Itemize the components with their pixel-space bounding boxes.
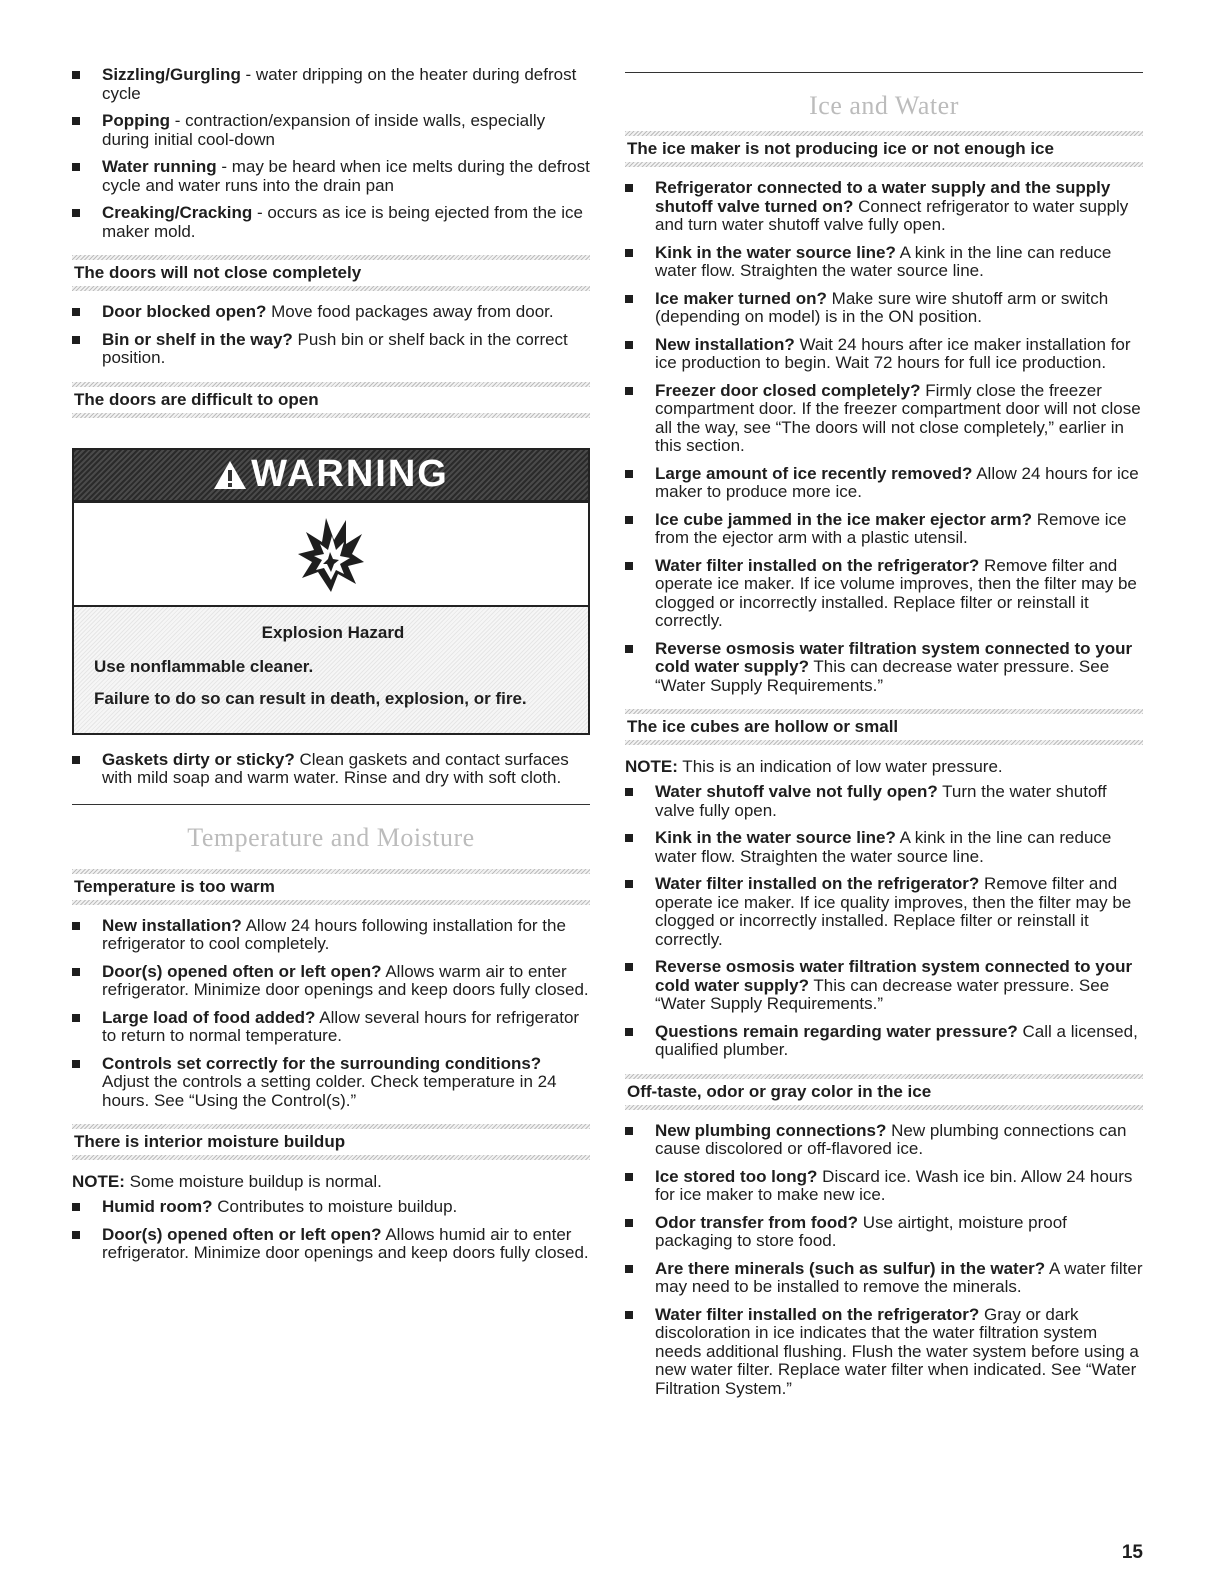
- list-item-lead: Large amount of ice recently removed?: [655, 463, 973, 483]
- section-title-temperature: Temperature and Moisture: [187, 822, 475, 852]
- list-item-text: Push bin or shelf back in the correct position.: [102, 329, 568, 367]
- bullet-icon: [72, 209, 80, 217]
- bullet-icon: [625, 1265, 633, 1273]
- noise-list: [72, 66, 590, 241]
- bullet-icon: [72, 922, 80, 930]
- list-item: [625, 958, 1143, 1014]
- list-item: [72, 331, 590, 368]
- bullet-icon: [625, 184, 633, 192]
- list-item-lead: Door(s) opened often or left open?: [102, 1224, 382, 1244]
- list-item-text: Allow 24 hours following installation for the refrigerator to cool completely.: [102, 915, 566, 953]
- bullet-icon: [72, 1203, 80, 1211]
- moisture-note: NOTE: Some moisture buildup is normal.: [72, 1172, 382, 1191]
- list-item: [625, 382, 1143, 456]
- list-item: [625, 640, 1143, 696]
- list-item: [625, 875, 1143, 949]
- bullet-icon: [72, 1231, 80, 1239]
- list-item: [72, 303, 590, 322]
- list-item: [625, 465, 1143, 502]
- list-item-text: - occurs as ice is being ejected from the ice maker mold.: [102, 203, 583, 241]
- list-item-lead: Door(s) opened often or left open?: [102, 961, 382, 981]
- subheading-doors-close: The doors will not close completely: [72, 255, 590, 291]
- list-item: [625, 1122, 1143, 1159]
- list-item: [625, 179, 1143, 235]
- right-column: [625, 72, 1143, 1407]
- subheading-doors-difficult: The doors are difficult to open: [72, 382, 590, 418]
- doors-difficult-list: [72, 751, 590, 788]
- list-item: [625, 1214, 1143, 1251]
- list-item-text: Gray or dark discoloration in ice indicates that the water filtration system needs additional flushing. Flush the water system before using a new water filter. Replace water filter when indicated. See “Water Filtration System.”: [655, 1304, 1139, 1398]
- list-item: [625, 1260, 1143, 1297]
- list-item-lead: Large load of food added?: [102, 1007, 316, 1027]
- list-item-lead: Ice maker turned on?: [655, 288, 827, 308]
- list-item: [72, 1009, 590, 1046]
- hollow-list: [625, 783, 1143, 1060]
- list-item-text: Connect refrigerator to water supply and turn water shutoff valve fully open.: [655, 196, 1129, 234]
- bullet-icon: [625, 562, 633, 570]
- list-item-lead: Ice cube jammed in the ice maker ejector arm?: [655, 509, 1032, 529]
- list-item: [72, 204, 590, 241]
- list-item-text: New plumbing connections can cause discolored or off-flavored ice.: [655, 1120, 1127, 1158]
- bullet-icon: [625, 880, 633, 888]
- list-item-text: A water filter may need to be installed to remove the minerals.: [655, 1258, 1143, 1296]
- list-item: [72, 66, 590, 103]
- list-item: [72, 963, 590, 1000]
- list-item-text: Call a licensed, qualified plumber.: [655, 1021, 1138, 1059]
- bullet-icon: [625, 1127, 633, 1135]
- list-item-lead: Odor transfer from food?: [655, 1212, 859, 1232]
- bullet-icon: [625, 645, 633, 653]
- page-number: 15: [1121, 1542, 1143, 1563]
- bullet-icon: [72, 117, 80, 125]
- hollow-note: NOTE: This is an indication of low water pressure.: [625, 757, 1003, 776]
- bullet-icon: [625, 1219, 633, 1227]
- list-item-text: Contributes to moisture buildup.: [212, 1197, 458, 1216]
- list-item-text: Allows warm air to enter refrigerator. Minimize door openings and keep doors fully closed.: [102, 961, 589, 999]
- bullet-icon: [625, 788, 633, 796]
- list-item: [625, 783, 1143, 820]
- list-item: [625, 511, 1143, 548]
- bullet-icon: [72, 163, 80, 171]
- list-item: [625, 557, 1143, 631]
- list-item: [72, 917, 590, 954]
- list-item-lead: Kink in the water source line?: [655, 828, 896, 847]
- bullet-icon: [625, 470, 633, 478]
- list-item-text: Move food packages away from door.: [266, 302, 554, 321]
- list-item: [72, 158, 590, 195]
- list-item: [72, 751, 590, 788]
- list-item-lead: Sizzling/Gurgling: [102, 65, 241, 84]
- list-item-lead: Water filter installed on the refrigerator?: [655, 1304, 980, 1324]
- list-item-lead: Water filter installed on the refrigerator?: [655, 874, 980, 893]
- doors-close-list: [72, 303, 590, 368]
- list-item-lead: Popping: [102, 111, 170, 130]
- list-item-lead: Gaskets dirty or sticky?: [102, 749, 295, 769]
- list-item-text: - may be heard when ice melts during the defrost cycle and water runs into the drain pan: [102, 157, 590, 195]
- list-item-text: Adjust the controls a setting colder. Check temperature in 24 hours. See “Using the Control(s).”: [102, 1072, 557, 1110]
- list-item-lead: Refrigerator connected to a water supply and the supply shutoff valve turned on?: [655, 178, 1111, 216]
- bullet-icon: [625, 1173, 633, 1181]
- temp-warm-list: [72, 917, 590, 1111]
- hazard-instruction: Use nonflammable cleaner.: [94, 656, 314, 676]
- list-item-text: A kink in the line can reduce water flow. Straighten the water source line.: [655, 242, 1112, 280]
- list-item-text: Remove filter and operate ice maker. If ice volume improves, then the filter may be clogged or incorrectly installed. Replace filter or reinstall it correctly.: [655, 555, 1137, 630]
- list-item-lead: Questions remain regarding water pressure?: [655, 1021, 1018, 1041]
- warning-triangle-icon: [213, 460, 247, 490]
- list-item-text: Use airtight, moisture proof packaging to store food.: [655, 1212, 1067, 1250]
- list-item-lead: Creaking/Cracking: [102, 203, 253, 222]
- subheading-hollow: The ice cubes are hollow or small: [625, 709, 1143, 745]
- list-item: [625, 244, 1143, 281]
- list-item-text: Remove ice from the ejector arm with a plastic utensil.: [655, 509, 1127, 547]
- list-item-lead: Kink in the water source line?: [655, 242, 896, 262]
- list-item-lead: Bin or shelf in the way?: [102, 329, 293, 349]
- bullet-icon: [625, 963, 633, 971]
- list-item: [625, 829, 1143, 866]
- list-item-text: Clean gaskets and contact surfaces with mild soap and warm water. Rinse and dry with soft cloth.: [102, 749, 569, 787]
- list-item-text: Allows humid air to enter refrigerator. Minimize door openings and keep doors fully closed.: [102, 1224, 589, 1262]
- bullet-icon: [625, 387, 633, 395]
- list-item-text: Allow 24 hours for ice maker to produce more ice.: [655, 463, 1139, 501]
- list-item: [625, 290, 1143, 327]
- bullet-icon: [72, 71, 80, 79]
- list-item-lead: Water running: [102, 157, 217, 176]
- hazard-title: Explosion Hazard: [261, 622, 405, 642]
- explosion-icon: [296, 514, 366, 594]
- warning-box: [72, 448, 590, 735]
- warning-title: WARNING: [251, 453, 449, 495]
- list-item-lead: Humid room?: [102, 1197, 213, 1216]
- list-item-text: This can decrease water pressure. See “Water Supply Requirements.”: [655, 975, 1110, 1013]
- not-producing-list: [625, 179, 1143, 695]
- list-item-text: Turn the water shutoff valve fully open.: [655, 782, 1107, 820]
- list-item: [625, 336, 1143, 373]
- list-item: [72, 1226, 590, 1263]
- list-item-text: Wait 24 hours after ice maker installation for ice production to begin. Wait 72 hours for full ice production.: [655, 334, 1131, 372]
- list-item-lead: Ice stored too long?: [655, 1166, 818, 1186]
- bullet-icon: [625, 249, 633, 257]
- list-item: [625, 1168, 1143, 1205]
- list-item-text: - contraction/expansion of inside walls, especially during initial cool-down: [102, 111, 546, 149]
- list-item-text: Firmly close the freezer compartment door. If the freezer compartment door will not close all the way, see “The doors will not close completely,” earlier in this section.: [655, 380, 1141, 455]
- bullet-icon: [625, 834, 633, 842]
- list-item: [72, 1055, 590, 1111]
- offtaste-list: [625, 1122, 1143, 1399]
- list-item-lead: Reverse osmosis water filtration system connected to your cold water supply?: [655, 638, 1133, 676]
- bullet-icon: [625, 1028, 633, 1036]
- list-item-text: Allow several hours for refrigerator to return to normal temperature.: [102, 1007, 580, 1045]
- list-item-lead: Freezer door closed completely?: [655, 380, 921, 400]
- left-column: [72, 66, 590, 1272]
- list-item-lead: Controls set correctly for the surrounding conditions?: [102, 1053, 542, 1073]
- subheading-not-producing: The ice maker is not producing ice or not enough ice: [625, 131, 1143, 167]
- list-item-lead: Reverse osmosis water filtration system connected to your cold water supply?: [655, 957, 1133, 995]
- bullet-icon: [625, 516, 633, 524]
- subheading-moisture: There is interior moisture buildup: [72, 1124, 590, 1160]
- list-item-text: Make sure wire shutoff arm or switch (depending on model) is in the ON position.: [655, 288, 1109, 326]
- list-item-lead: Door blocked open?: [102, 302, 267, 321]
- bullet-icon: [625, 1311, 633, 1319]
- bullet-icon: [625, 295, 633, 303]
- list-item-text: Remove filter and operate ice maker. If ice quality improves, then the filter may be clogged or incorrectly installed. Replace filter or reinstall it correctly.: [655, 874, 1132, 949]
- hazard-consequence: Failure to do so can result in death, explosion, or fire.: [94, 688, 527, 708]
- warning-bar: [74, 450, 588, 503]
- bullet-icon: [72, 756, 80, 764]
- list-item-lead: New installation?: [655, 334, 795, 354]
- list-item-lead: Water shutoff valve not fully open?: [655, 782, 938, 801]
- bullet-icon: [72, 968, 80, 976]
- bullet-icon: [72, 1014, 80, 1022]
- list-item-lead: Are there minerals (such as sulfur) in the water?: [655, 1258, 1046, 1278]
- list-item: [72, 112, 590, 149]
- list-item-text: A kink in the line can reduce water flow. Straighten the water source line.: [655, 828, 1112, 866]
- moisture-list: [72, 1198, 590, 1263]
- bullet-icon: [72, 308, 80, 316]
- subheading-offtaste: Off-taste, odor or gray color in the ice: [625, 1074, 1143, 1110]
- subheading-temp-warm: Temperature is too warm: [72, 869, 590, 905]
- list-item: [625, 1023, 1143, 1060]
- list-item-lead: Water filter installed on the refrigerator?: [655, 555, 980, 575]
- list-item: [72, 1198, 590, 1217]
- list-item-text: Discard ice. Wash ice bin. Allow 24 hours for ice maker to make new ice.: [655, 1166, 1133, 1204]
- list-item-text: This can decrease water pressure. See “Water Supply Requirements.”: [655, 657, 1110, 695]
- bullet-icon: [72, 336, 80, 344]
- list-item-lead: New installation?: [102, 915, 242, 935]
- list-item-text: - water dripping on the heater during defrost cycle: [102, 65, 577, 103]
- bullet-icon: [625, 341, 633, 349]
- bullet-icon: [72, 1060, 80, 1068]
- section-title-ice-water: Ice and Water: [809, 91, 959, 120]
- list-item: [625, 1306, 1143, 1399]
- list-item-lead: New plumbing connections?: [655, 1120, 887, 1140]
